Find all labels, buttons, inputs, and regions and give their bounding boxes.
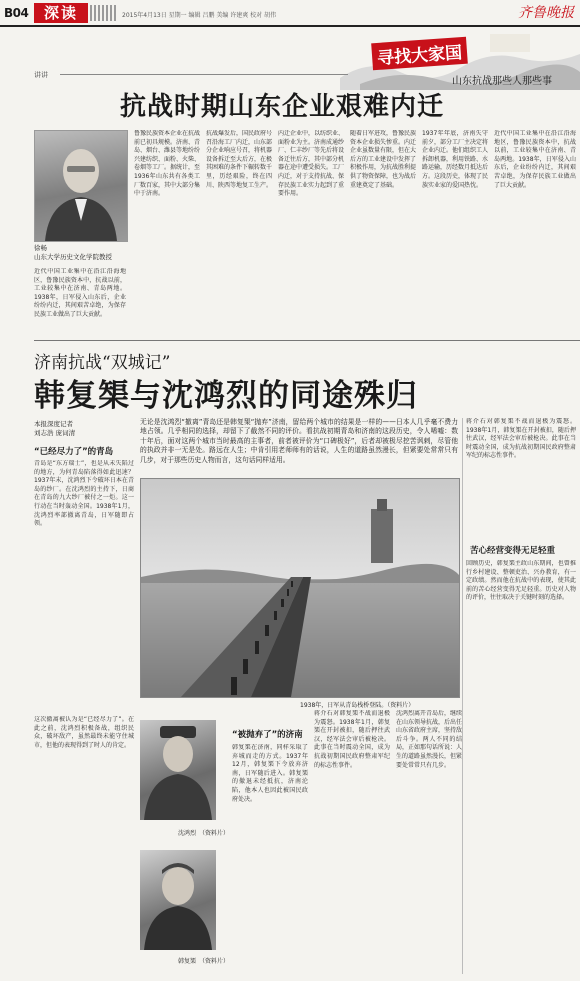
top-article-col-6: 1937年年底，济南失守前夕，部分工厂主决定将企业内迁。他们组织工人拆卸机器，利用铁路、水路运输，历经数月抵达后方。这段历史，体现了民族实业家的爱国热忱。 [422,130,488,189]
masthead-logo: 齐鲁晚报 [518,5,574,21]
top-article-col-4: 内迁企业中，以纺织业、面粉业为主。济南成通纱厂、仁丰纱厂等先后将设备迁往后方，其中部分机器在途中遭受损失。工厂内迁，对于支持抗战、保存民族工业实力起到了重要作用。 [278,130,344,198]
feature-intro: 无论是沈鸿烈“撤离”青岛还是韩复榘“抛弃”济南，留给两个城市的结果是一样的——日本人几乎毫不费力地占领。几乎相同的选择，却留下了截然不同的评价。看抗战初期青岛和济南的这段历史，令人唏嘘：数十年后，面对这两个城市当时最高的主事者，前者被评价为“口碑极好”，后者却被极尽挖苦讽刺，尽管他的执政并非一无是处。路远在人生；中肯引用老师师有的话说，人生的道路虽然漫长，但紧要处常常只有几步，对于那些历史人物而言，这句话同样适用。 [140,418,458,464]
photo-caption: 1938年，日军从青岛栈桥登陆。（资料片） [300,702,415,709]
author-portrait [34,130,128,242]
han-fuju-caption: 韩复榘 （资料片） [178,958,230,965]
center-column-text: 蒋介石对韩复榘不战而退极为震怒。1938年1月，韩复榘在开封被扣，随后押往武汉，经军法会审后被枪决。此事在当时震动全国，成为抗战初期国民政府整肃军纪的标志性事件。 [314,710,390,769]
section-badge: 深读 [34,3,88,23]
header-rule [0,25,580,27]
right-column-text-2: 回顾历史，韩复榘主政山东期间，也曾推行乡村建设、整顿吏治、兴办教育，有一定政绩。然而他在抗战中的表现，使其此前的苦心经营变得无足轻重。历史对人物的评价，往往取决于关键时刻的选择。 [466,560,576,602]
top-article-col-1: 近代中国工业集中在沿江沿海地区，鲁豫民族资本中，抗战以前，工业较集中在济南、青岛两地。1938年，日军侵入山东后，企业纷纷内迁，其间艰苦卓绝，为保存民族工业做出了巨大贡献。 [34,268,126,318]
top-article-col-2: 鲁豫民族资本企业在抗战前已初具规模。济南、青岛、烟台、潍县等地纷纷兴建纺织、面粉、火柴、卷烟等工厂。据统计，至1936年山东共有各类工厂数百家，其中大部分集中于济南。 [134,130,200,198]
page-number: B04 [4,6,29,20]
lecture-tag: 讲讲 [34,71,48,79]
top-article-col-3: 抗战爆发后，国民政府号召沿海工厂内迁，山东部分企业响应号召，将机器设备拆迁至大后方，在极其困难的条件下辗转数千里，历经艰险，终在四川、陕西等地复工生产。 [206,130,272,189]
banner-subtitle: 山东抗战那些人那些事 [452,76,552,87]
author-name: 徐畅 [34,244,47,252]
author-caption [34,244,128,262]
shen-honglie-portrait [140,720,216,820]
left-column-text-2: 这次撤离被认为是“已经尽力了”。在此之前，沈鸿烈积极备战，组织民众，破坏敌产，虽然最终未能守住城市，但他的表现得到了时人的肯定。 [34,716,134,749]
subhead-jinan: “被抛弃了”的济南 [232,730,303,740]
byline-role: 本报深度记者 [34,420,73,428]
header-meta: 2015年4月13日 星期一 编辑 吕鹏 美编 许建爽 校对 胡伟 [122,12,277,19]
subhead-qingdao: “已经尽力了”的青岛 [34,447,114,457]
left-column-text: 青岛是“东方瑞士”，也是从未失陷过的地方，为何青岛陷落得如此迅速？1937年末，沈鸿烈下令破坏日本在青岛的纱厂。在沈鸿烈的主持下，日商在青岛的九大纱厂被付之一炬。这一行动在当时轰动全国。1938年1月，沈鸿烈率部撤离青岛，日军随即占领。 [34,460,134,528]
feature-kicker: 济南抗战“双城记” [34,353,171,373]
han-fuju-portrait [140,850,216,950]
top-article-col-5: 随着日军进攻，鲁豫民族资本企业损失惨重。内迁企业虽数量有限，但在大后方的工业建设中发挥了积极作用，为抗战胜利提供了物资保障，也为战后重建奠定了基础。 [350,130,416,189]
column-divider [462,418,463,974]
right-column-text: 蒋介石对韩复榘不战而退极为震怒。1938年1月，韩复榘在开封被扣，随后押往武汉，经军法会审后被枪决。此事在当时震动全国，成为抗战初期国民政府整肃军纪的标志性事件。 [466,418,576,460]
feature-headline: 韩复榘与沈鸿烈的同途殊归 [34,378,418,414]
byline [34,420,75,438]
center-column-text-2: 沈鸿烈离开青岛后，继续在山东领导抗战，后出任山东省政府主席，坚持敌后斗争。两人不同的结局，正如那句话所说：人生的道路虽然漫长，但紧要处常常只有几步。 [396,710,462,769]
byline-names: 刘志浩 庞词清 [34,429,76,437]
shen-honglie-caption: 沈鸿烈 （资料片） [178,830,230,837]
top-article-title: 抗战时期山东企业艰难内迁 [120,92,445,122]
subhead-right: 苦心经营变得无足轻重 [470,546,556,556]
pier-landing-photo [140,478,460,698]
top-article-col-7: 近代中国工业集中在沿江沿海地区，鲁豫民族资本中，抗战以前，工业较集中在济南、青岛两地。1938年，日军侵入山东后，企业纷纷内迁，其间艰苦卓绝，为保存民族工业做出了巨大贡献。 [494,130,576,189]
mid-column-text: 韩复榘在济南，同样采取了弃城而走的方式。1937年12月，韩复榘下令放弃济南，日军随后进入。韩复榘的撤退未经抵抗，济南沦陷，他本人也因此被国民政府处决。 [232,744,308,803]
author-title: 山东大学历史文化学院教授 [34,253,112,261]
banner-title: 寻找大家国 [371,37,468,71]
header-stripe-decoration [90,5,118,21]
section-separator [34,340,580,341]
